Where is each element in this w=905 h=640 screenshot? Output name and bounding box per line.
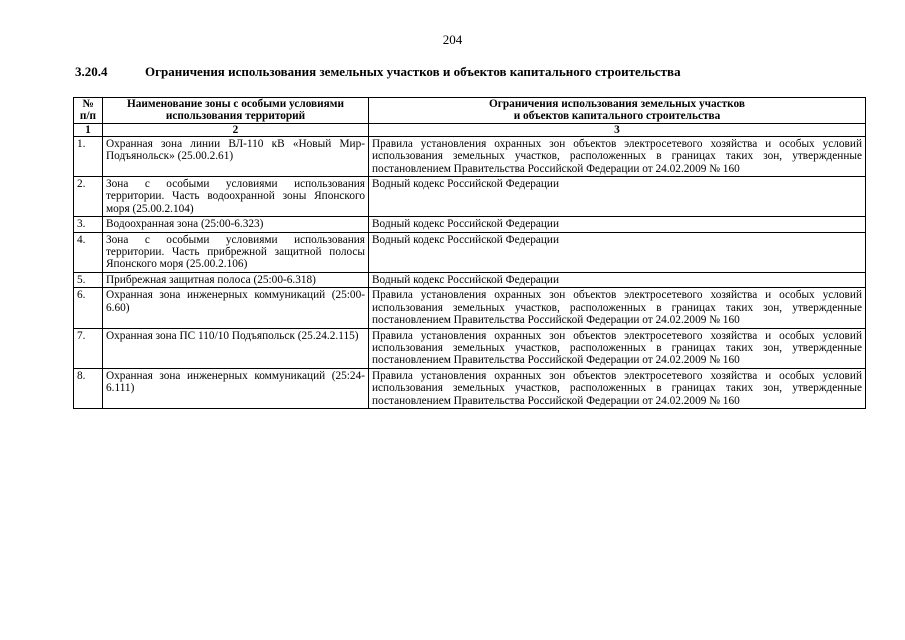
column-number: 1 — [74, 123, 103, 136]
table-row — [74, 136, 866, 176]
zone-name: Водоохранная зона (25:00-6.323) — [103, 217, 369, 232]
row-number: 5. — [74, 272, 103, 287]
row-number: 4. — [74, 232, 103, 272]
header-zone-line1: Наименование зоны с особыми условиями — [126, 98, 344, 110]
zone-name: Охранная зона ПС 110/10 Подъяпольск (25.24.2.115) — [103, 328, 369, 368]
zone-name: Зона с особыми условиями использования территории. Часть водоохранной зоны Японского моря (25.00.2.104) — [103, 177, 369, 217]
row-number: 6. — [74, 288, 103, 328]
zone-name: Охранная зона линии ВЛ-110 кВ «Новый Мир-Подъянольск» (25.00.2.61) — [103, 136, 369, 176]
table-row — [74, 177, 866, 217]
table-row — [74, 217, 866, 232]
column-number: 2 — [103, 123, 369, 136]
zone-name: Охранная зона инженерных коммуникаций (25:00-6.60) — [103, 288, 369, 328]
table-row — [74, 232, 866, 272]
header-zone-name — [103, 98, 369, 124]
header-zone-line2: использования территорий — [165, 110, 306, 123]
section-title: Ограничения использования земельных участков и объектов капитального строительства — [145, 64, 681, 79]
restriction-text: Водный кодекс Российской Федерации — [369, 272, 866, 287]
header-number — [74, 98, 103, 124]
header-restrictions — [369, 98, 866, 124]
column-number-row — [74, 123, 866, 136]
column-number: 3 — [369, 123, 866, 136]
restriction-text: Правила установления охранных зон объектов электросетевого хозяйства и особых условий использования земельных участков, расположенных в границах таких зон, утвержденные постановлением Правительства Российской Федерации от 24.02.2009 № 160 — [369, 136, 866, 176]
zone-name: Зона с особыми условиями использования территории. Часть прибрежной защитной полосы Японского моря (25.00.2.106) — [103, 232, 369, 272]
table-header-row — [74, 98, 866, 124]
header-number-line1: № — [82, 98, 94, 110]
restriction-text: Водный кодекс Российской Федерации — [369, 177, 866, 217]
row-number: 1. — [74, 136, 103, 176]
header-restrictions-line1: Ограничения использования земельных участков — [488, 98, 746, 110]
table-row — [74, 272, 866, 287]
header-number-line2: п/п — [79, 110, 97, 123]
restriction-text: Водный кодекс Российской Федерации — [369, 232, 866, 272]
restriction-text: Водный кодекс Российской Федерации — [369, 217, 866, 232]
row-number: 7. — [74, 328, 103, 368]
restriction-text: Правила установления охранных зон объектов электросетевого хозяйства и особых условий использования земельных участков, расположенных в границах таких зон, утвержденные постановлением Правительства Российской Федерации от 24.02.2009 № 160 — [369, 328, 866, 368]
zone-name: Охранная зона инженерных коммуникаций (25:24-6.111) — [103, 368, 369, 408]
row-number: 3. — [74, 217, 103, 232]
row-number: 2. — [74, 177, 103, 217]
table-row — [74, 368, 866, 408]
table-row — [74, 288, 866, 328]
restrictions-table — [73, 97, 866, 409]
restriction-text: Правила установления охранных зон объектов электросетевого хозяйства и особых условий использования земельных участков, расположенных в границах таких зон, утвержденные постановлением Правительства Российской Федерации от 24.02.2009 № 160 — [369, 368, 866, 408]
page-number: 204 — [442, 32, 463, 47]
section-number: 3.20.4 — [75, 64, 108, 79]
header-restrictions-line2: и объектов капитального строительства — [513, 110, 721, 123]
table-row — [74, 328, 866, 368]
row-number: 8. — [74, 368, 103, 408]
restriction-text: Правила установления охранных зон объектов электросетевого хозяйства и особых условий использования земельных участков, расположенных в границах таких зон, утвержденные постановлением Правительства Российской Федерации от 24.02.2009 № 160 — [369, 288, 866, 328]
section-heading — [75, 64, 681, 80]
zone-name: Прибрежная защитная полоса (25:00-6.318) — [103, 272, 369, 287]
